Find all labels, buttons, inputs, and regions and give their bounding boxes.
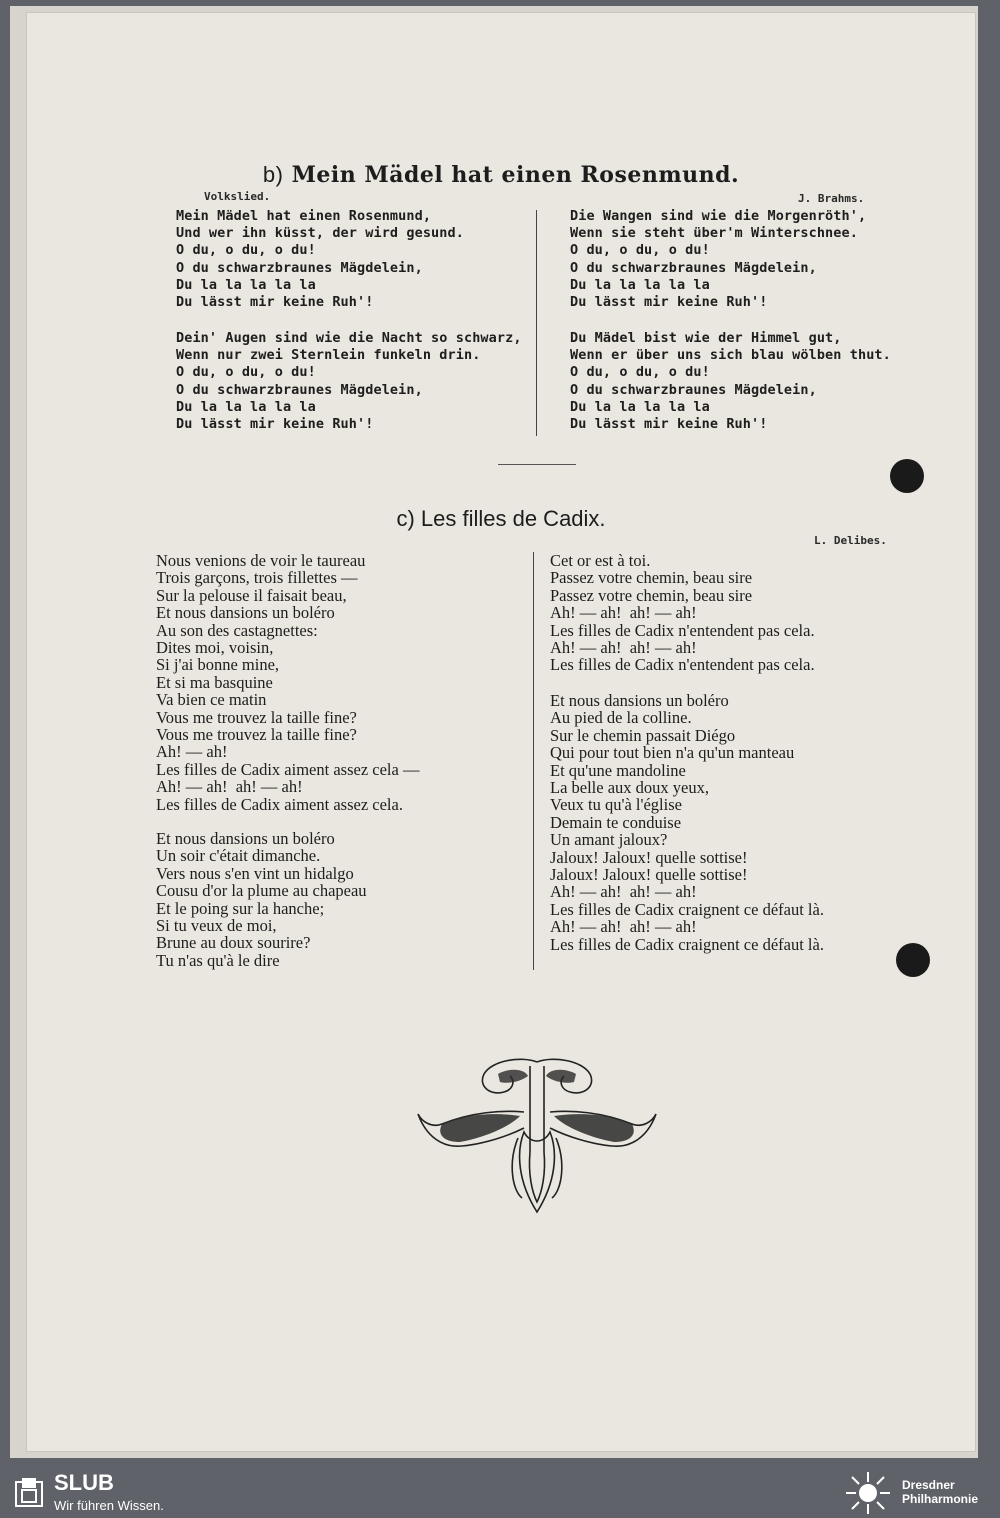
slub-brand[interactable]: SLUB bbox=[54, 1470, 114, 1495]
section-c-divider bbox=[533, 552, 534, 970]
footer-bar bbox=[0, 1468, 1000, 1518]
section-b-left-credit: Volkslied. bbox=[204, 190, 271, 203]
section-b-title-text: Mein Mädel hat einen Rosenmund. bbox=[291, 162, 740, 188]
section-b-prefix: b) bbox=[262, 162, 284, 187]
section-b-left-stanza-1: Mein Mädel hat einen Rosenmund, Und wer ihn küsst, der wird gesund. O du, o du, o du! O du schwarzbraunes Mägdelein, Du la la la la la Du lässt mir keine Ruh'! bbox=[176, 208, 464, 311]
section-separator bbox=[498, 464, 576, 465]
punch-hole-lower bbox=[896, 943, 930, 977]
section-b-right-stanza-2: Du Mädel bist wie der Himmel gut, Wenn er über uns sich blau wölben thut. O du, o du, o du! O du schwarzbraunes Mägdelein, Du la la la la la Du lässt mir keine Ruh'! bbox=[570, 330, 891, 433]
section-c-left-stanza-2: Et nous dansions un boléro Un soir c'était dimanche. Vers nous s'en vint un hidalgo Cousu d'or la plume au chapeau Et le poing sur la hanche; Si tu veux de moi, Brune au doux sourire? Tu n'as qu'à le dire bbox=[156, 829, 367, 970]
section-c-right-stanza-2: Et nous dansions un boléro Au pied de la colline. Sur le chemin passait Diégo Qui pour tout bien n'a qu'un manteau Et qu'une mandoline La belle aux doux yeux, Veux tu qu'à l'église Demain te conduise Un amant jaloux? Jaloux! Jaloux! quelle sottise! Jaloux! Jaloux! quelle sottise! Ah! — ah! ah! — ah! Les filles de Cadix craignent ce défaut là. Ah! — ah! ah! — ah! Les filles de Cadix craignent ce défaut là. bbox=[550, 691, 824, 954]
program-page bbox=[26, 12, 976, 1452]
section-c-right-stanza-1: Cet or est à toi. Passez votre chemin, beau sire Passez votre chemin, beau sire Ah! — ah! ah! — ah! Les filles de Cadix n'entendent pas cela. Ah! — ah! ah! — ah! Les filles de Cadix n'entendent pas cela. bbox=[550, 551, 815, 675]
section-b-right-stanza-1: Die Wangen sind wie die Morgenröth', Wenn sie steht über'm Winterschnee. O du, o du, o du! O du schwarzbraunes Mägdelein, Du la la la la la Du lässt mir keine Ruh'! bbox=[570, 208, 867, 311]
art-nouveau-ornament bbox=[412, 1052, 662, 1232]
slub-logo-icon bbox=[14, 1476, 44, 1510]
section-c-title: c) Les filles de Cadix. bbox=[396, 506, 606, 531]
philharmonie-logo-icon bbox=[842, 1470, 894, 1516]
section-b-divider bbox=[536, 210, 537, 436]
punch-hole-upper bbox=[890, 459, 924, 493]
section-b-left-stanza-2: Dein' Augen sind wie die Nacht so schwarz, Wenn nur zwei Sternlein funkeln drin. O du, o du, o du! O du schwarzbraunes Mägdelein, Du la la la la la Du lässt mir keine Ruh'! bbox=[176, 330, 522, 433]
section-c-left-stanza-1: Nous venions de voir le taureau Trois garçons, trois fillettes — Sur la pelouse il faisait beau, Et nous dansions un boléro Au son des castagnettes: Dites moi, voisin, Si j'ai bonne mine, Et si ma basquine Va bien ce matin Vous me trouvez la taille fine? Vous me trouvez la taille fine? Ah! — ah! Les filles de Cadix aiment assez cela — Ah! — ah! ah! — ah! Les filles de Cadix aiment assez cela. bbox=[156, 551, 420, 814]
section-b-right-credit: J. Brahms. bbox=[798, 192, 865, 205]
section-b-title bbox=[26, 162, 976, 188]
philharmonie-name[interactable]: Dresdner Philharmonie bbox=[902, 1478, 979, 1506]
slub-tagline: Wir führen Wissen. bbox=[54, 1498, 164, 1513]
section-c-credit: L. Delibes. bbox=[814, 534, 887, 547]
